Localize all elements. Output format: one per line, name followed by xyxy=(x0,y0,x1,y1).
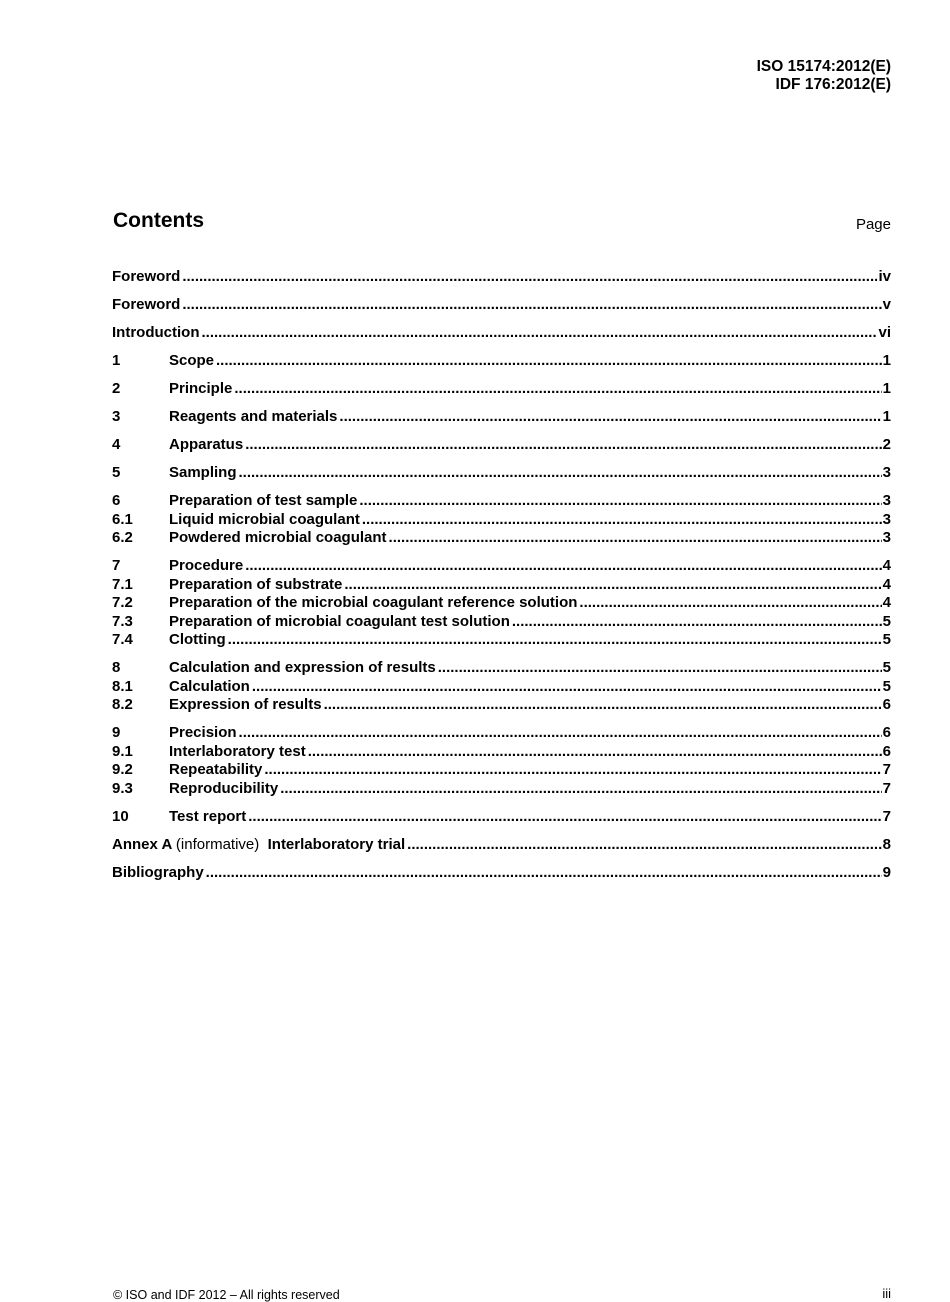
toc-entry-title: Foreword xyxy=(112,268,181,285)
toc-entry-page: 7 xyxy=(882,779,891,797)
toc-entry-title: Foreword xyxy=(112,296,181,313)
annex-title: Interlaboratory trial xyxy=(267,835,406,853)
toc-entry-page: 6 xyxy=(882,742,891,760)
toc-leader-dots xyxy=(252,678,882,697)
toc-entry-title: Repeatability xyxy=(169,761,263,778)
toc-entry-title: Calculation xyxy=(169,677,250,695)
toc-entry-8-2[interactable] xyxy=(112,696,891,715)
toc-entry-number: 6.1 xyxy=(112,510,133,528)
toc-entry-title: Apparatus xyxy=(169,436,244,453)
toc-entry-number: 4 xyxy=(112,436,121,453)
toc-entry-page: 8 xyxy=(882,835,891,853)
toc-entry-number: 7.2 xyxy=(112,594,133,611)
toc-entry-2[interactable] xyxy=(112,380,891,399)
toc-entry-5[interactable] xyxy=(112,464,891,483)
toc-entry-number: 9 xyxy=(112,724,121,741)
toc-leader-dots xyxy=(339,408,881,427)
toc-leader-dots xyxy=(234,380,881,399)
toc-entry-title: Bibliography xyxy=(112,863,204,881)
header-iso-number: ISO 15174:2012(E) xyxy=(756,58,891,75)
toc-entry-title: Interlaboratory test xyxy=(169,742,306,760)
toc-leader-dots xyxy=(182,268,877,287)
toc-entry-page: 3 xyxy=(882,529,891,546)
toc-entry-number: 9.3 xyxy=(112,779,133,797)
toc-entry-title: Preparation of the microbial coagulant reference solution xyxy=(169,594,578,611)
toc-entry-page: 2 xyxy=(882,436,891,453)
toc-entry-title: Test report xyxy=(169,807,247,825)
toc-entry-3[interactable] xyxy=(112,408,891,427)
toc-leader-dots xyxy=(344,576,881,595)
toc-entry-annex-a[interactable] xyxy=(112,836,891,855)
toc-leader-dots xyxy=(362,511,882,530)
toc-entry-page: 4 xyxy=(882,594,891,611)
toc-entry-8-1[interactable] xyxy=(112,678,891,697)
toc-leader-dots xyxy=(248,808,881,827)
toc-entry-title: Principle xyxy=(169,380,233,397)
toc-entry-page: 6 xyxy=(882,696,891,713)
toc-leader-dots xyxy=(182,296,881,315)
toc-entry-number: 6.2 xyxy=(112,529,133,546)
toc-entry-foreword[interactable] xyxy=(112,268,891,287)
toc-entry-page: 5 xyxy=(882,677,891,695)
toc-entry-number: 8 xyxy=(112,659,121,676)
toc-entry-number: 7 xyxy=(112,557,121,574)
toc-entry-number: 8.1 xyxy=(112,677,133,695)
toc-leader-dots xyxy=(389,529,882,548)
toc-entry-number: 7.3 xyxy=(112,612,133,630)
toc-entry-page: 3 xyxy=(882,492,891,509)
document-header xyxy=(757,58,891,94)
toc-entry-title: Scope xyxy=(169,352,215,369)
toc-entry-title: Expression of results xyxy=(169,696,322,713)
toc-leader-dots xyxy=(239,464,882,483)
toc-entry-page: 1 xyxy=(882,352,891,369)
contents-title: Contents xyxy=(113,209,204,232)
page-number: iii xyxy=(882,1286,891,1301)
toc-entry-title: Preparation of test sample xyxy=(169,492,358,509)
toc-entry-7-1[interactable] xyxy=(112,576,891,595)
toc-entry-page: 9 xyxy=(882,863,891,881)
toc-entry-page: 5 xyxy=(882,659,891,676)
toc-entry-page: 5 xyxy=(882,612,891,630)
toc-entry-title: Procedure xyxy=(169,557,244,574)
toc-entry-number: 9.1 xyxy=(112,742,133,760)
toc-entry-title: Clotting xyxy=(169,631,226,648)
toc-entry-page: 4 xyxy=(882,557,891,574)
toc-entry-6-1[interactable] xyxy=(112,511,891,530)
toc-entry-number: 9.2 xyxy=(112,761,133,778)
toc-entry-page: vi xyxy=(878,324,891,341)
toc-leader-dots xyxy=(239,724,882,743)
toc-entry-introduction[interactable] xyxy=(112,324,891,343)
toc-entry-7-3[interactable] xyxy=(112,613,891,632)
toc-leader-dots xyxy=(206,864,882,883)
toc-entry-foreword-2[interactable] xyxy=(112,296,891,315)
toc-entry-page: 5 xyxy=(882,631,891,648)
toc-entry-title: Calculation and expression of results xyxy=(169,659,436,676)
toc-entry-page: 7 xyxy=(882,761,891,778)
toc-entry-page: 1 xyxy=(882,380,891,397)
toc-entry-bibliography[interactable] xyxy=(112,864,891,883)
page-column-label: Page xyxy=(855,216,891,233)
toc-entry-7-2[interactable] xyxy=(112,594,891,613)
toc-entry-number: 3 xyxy=(112,408,121,425)
toc-leader-dots xyxy=(280,780,881,799)
toc-leader-dots xyxy=(407,836,882,855)
toc-leader-dots xyxy=(264,761,881,780)
toc-entry-title: Preparation of microbial coagulant test solution xyxy=(169,612,510,630)
toc-entry-6-2[interactable] xyxy=(112,529,891,548)
toc-entry-title: Powdered microbial coagulant xyxy=(169,529,387,546)
toc-entry-7-4[interactable] xyxy=(112,631,891,650)
toc-entry-page: 7 xyxy=(882,807,891,825)
copyright-notice: © ISO and IDF 2012 – All rights reserved xyxy=(113,1288,340,1302)
toc-entry-page: v xyxy=(882,296,891,313)
toc-leader-dots xyxy=(308,743,882,762)
toc-entry-number: 10 xyxy=(112,807,129,825)
toc-leader-dots xyxy=(359,492,881,511)
toc-entry-1[interactable] xyxy=(112,352,891,371)
toc-entry-page: 1 xyxy=(882,408,891,425)
toc-entry-10[interactable] xyxy=(112,808,891,827)
toc-entry-title: Introduction xyxy=(112,324,200,341)
toc-entry-page: 3 xyxy=(882,464,891,481)
toc-leader-dots xyxy=(579,594,881,613)
header-idf-number: IDF 176:2012(E) xyxy=(775,76,891,93)
toc-entry-page: iv xyxy=(878,268,891,285)
toc-entry-page: 4 xyxy=(882,575,891,593)
toc-entry-page: 3 xyxy=(882,510,891,528)
toc-entry-number: 1 xyxy=(112,352,121,369)
toc-entry-number: 6 xyxy=(112,492,121,509)
toc-entry-title: Liquid microbial coagulant xyxy=(169,510,360,528)
toc-entry-4[interactable] xyxy=(112,436,891,455)
toc-entry-title xyxy=(112,836,405,855)
toc-entry-number: 7.4 xyxy=(112,631,133,648)
toc-leader-dots xyxy=(201,324,877,343)
toc-entry-title: Sampling xyxy=(169,464,237,481)
toc-entry-title: Precision xyxy=(169,724,237,741)
toc-entry-8[interactable] xyxy=(112,659,891,678)
toc-entry-title: Preparation of substrate xyxy=(169,575,343,593)
toc-leader-dots xyxy=(512,613,882,632)
toc-leader-dots xyxy=(245,557,881,576)
table-of-contents xyxy=(112,268,891,882)
toc-entry-9-2[interactable] xyxy=(112,761,891,780)
toc-entry-title: Reagents and materials xyxy=(169,408,338,425)
toc-entry-page: 6 xyxy=(882,724,891,741)
toc-entry-number: 2 xyxy=(112,380,121,397)
toc-leader-dots xyxy=(228,631,882,650)
toc-entry-title: Reproducibility xyxy=(169,779,279,797)
annex-label: Annex A xyxy=(112,835,172,853)
toc-entry-9-1[interactable] xyxy=(112,743,891,762)
toc-entry-7[interactable] xyxy=(112,557,891,576)
toc-entry-number: 5 xyxy=(112,464,121,481)
toc-leader-dots xyxy=(245,436,881,455)
toc-leader-dots xyxy=(216,352,882,371)
annex-kind: (informative) xyxy=(175,835,260,853)
toc-entry-6[interactable] xyxy=(112,492,891,511)
toc-leader-dots xyxy=(438,659,882,678)
toc-leader-dots xyxy=(324,696,882,715)
toc-entry-number: 8.2 xyxy=(112,696,133,713)
toc-entry-9-3[interactable] xyxy=(112,780,891,799)
toc-entry-number: 7.1 xyxy=(112,575,133,593)
toc-entry-9[interactable] xyxy=(112,724,891,743)
